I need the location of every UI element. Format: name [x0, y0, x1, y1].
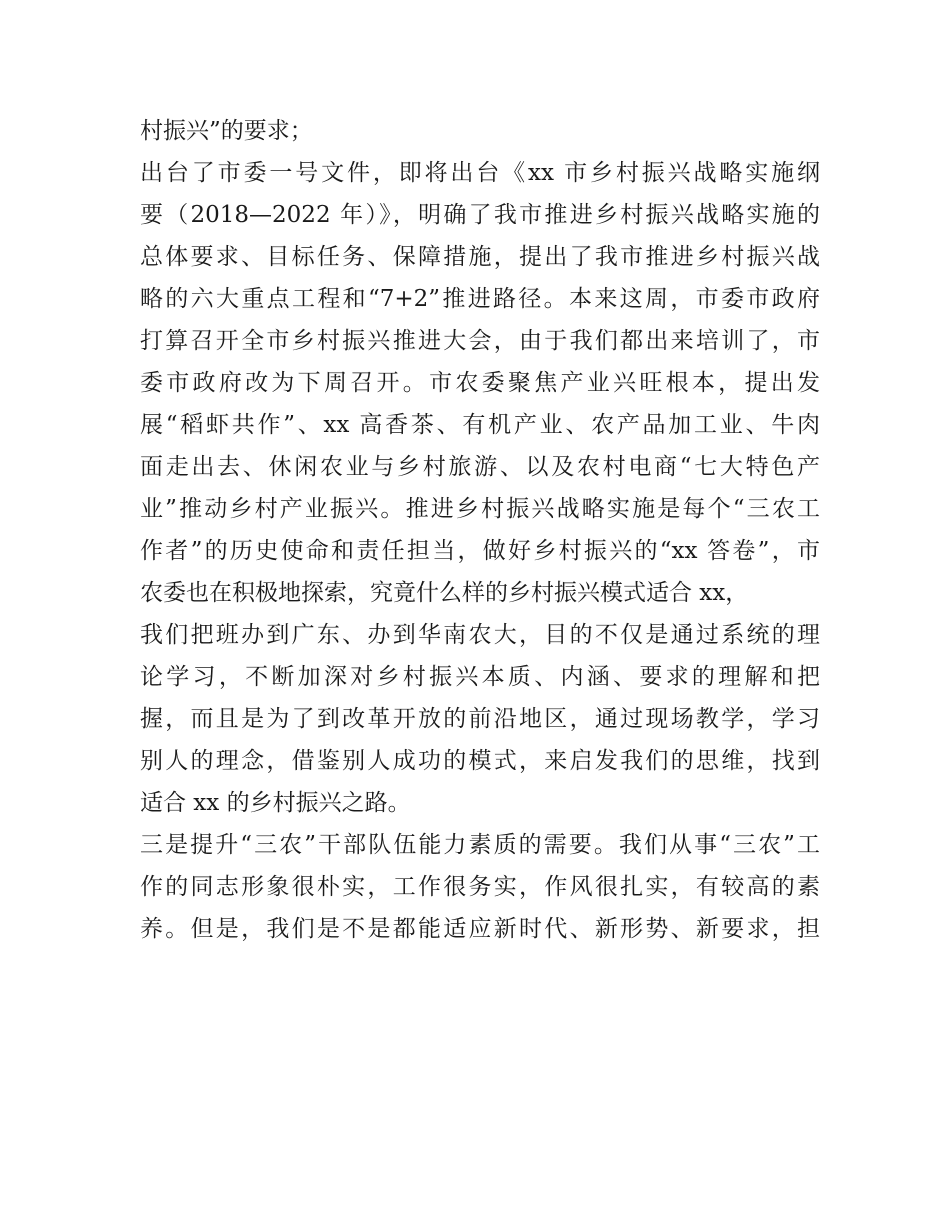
text-line: 略的六大重点工程和“7+2”推进路径。本来这周，市委市政府	[140, 286, 820, 312]
text-line: 委市政府改为下周召开。市农委聚焦产业兴旺根本，提出发	[140, 370, 820, 396]
text-line: 握，而且是为了到改革开放的前沿地区，通过现场教学，学习	[140, 706, 820, 732]
body-text	[140, 110, 820, 950]
text-line: 适合 xx 的乡村振兴之路。	[140, 790, 411, 816]
text-line: 农委也在积极地探索，究竟什么样的乡村振兴模式适合 xx，	[140, 580, 749, 606]
text-line: 面走出去、休闲农业与乡村旅游、以及农村电商“七大特色产	[140, 454, 820, 480]
text-line: 要（2018—2022 年）》，明确了我市推进乡村振兴战略实施的	[140, 202, 820, 228]
text-line: 出台了市委一号文件，即将出台《xx 市乡村振兴战略实施纲	[140, 160, 820, 186]
text-line: 作者”的历史使命和责任担当，做好乡村振兴的“xx 答卷”，市	[140, 538, 820, 564]
text-line: 业”推动乡村产业振兴。推进乡村振兴战略实施是每个“三农工	[140, 496, 820, 522]
text-line: 总体要求、目标任务、保障措施，提出了我市推进乡村振兴战	[140, 244, 820, 270]
text-line: 三是提升“三农”干部队伍能力素质的需要。我们从事“三农”工	[140, 832, 820, 858]
text-line: 别人的理念，借鉴别人成功的模式，来启发我们的思维，找到	[140, 748, 820, 774]
text-line: 我们把班办到广东、办到华南农大，目的不仅是通过系统的理	[140, 622, 820, 648]
text-line: 展“稻虾共作”、xx 高香茶、有机产业、农产品加工业、牛肉	[140, 412, 820, 438]
text-line: 作的同志形象很朴实，工作很务实，作风很扎实，有较高的素	[140, 874, 820, 900]
text-line: 打算召开全市乡村振兴推进大会，由于我们都出来培训了，市	[140, 328, 820, 354]
text-line: 养。但是，我们是不是都能适应新时代、新形势、新要求，担	[140, 916, 820, 942]
text-line: 论学习，不断加深对乡村振兴本质、内涵、要求的理解和把	[140, 664, 820, 690]
text-line: 村振兴”的要求；	[140, 118, 313, 144]
